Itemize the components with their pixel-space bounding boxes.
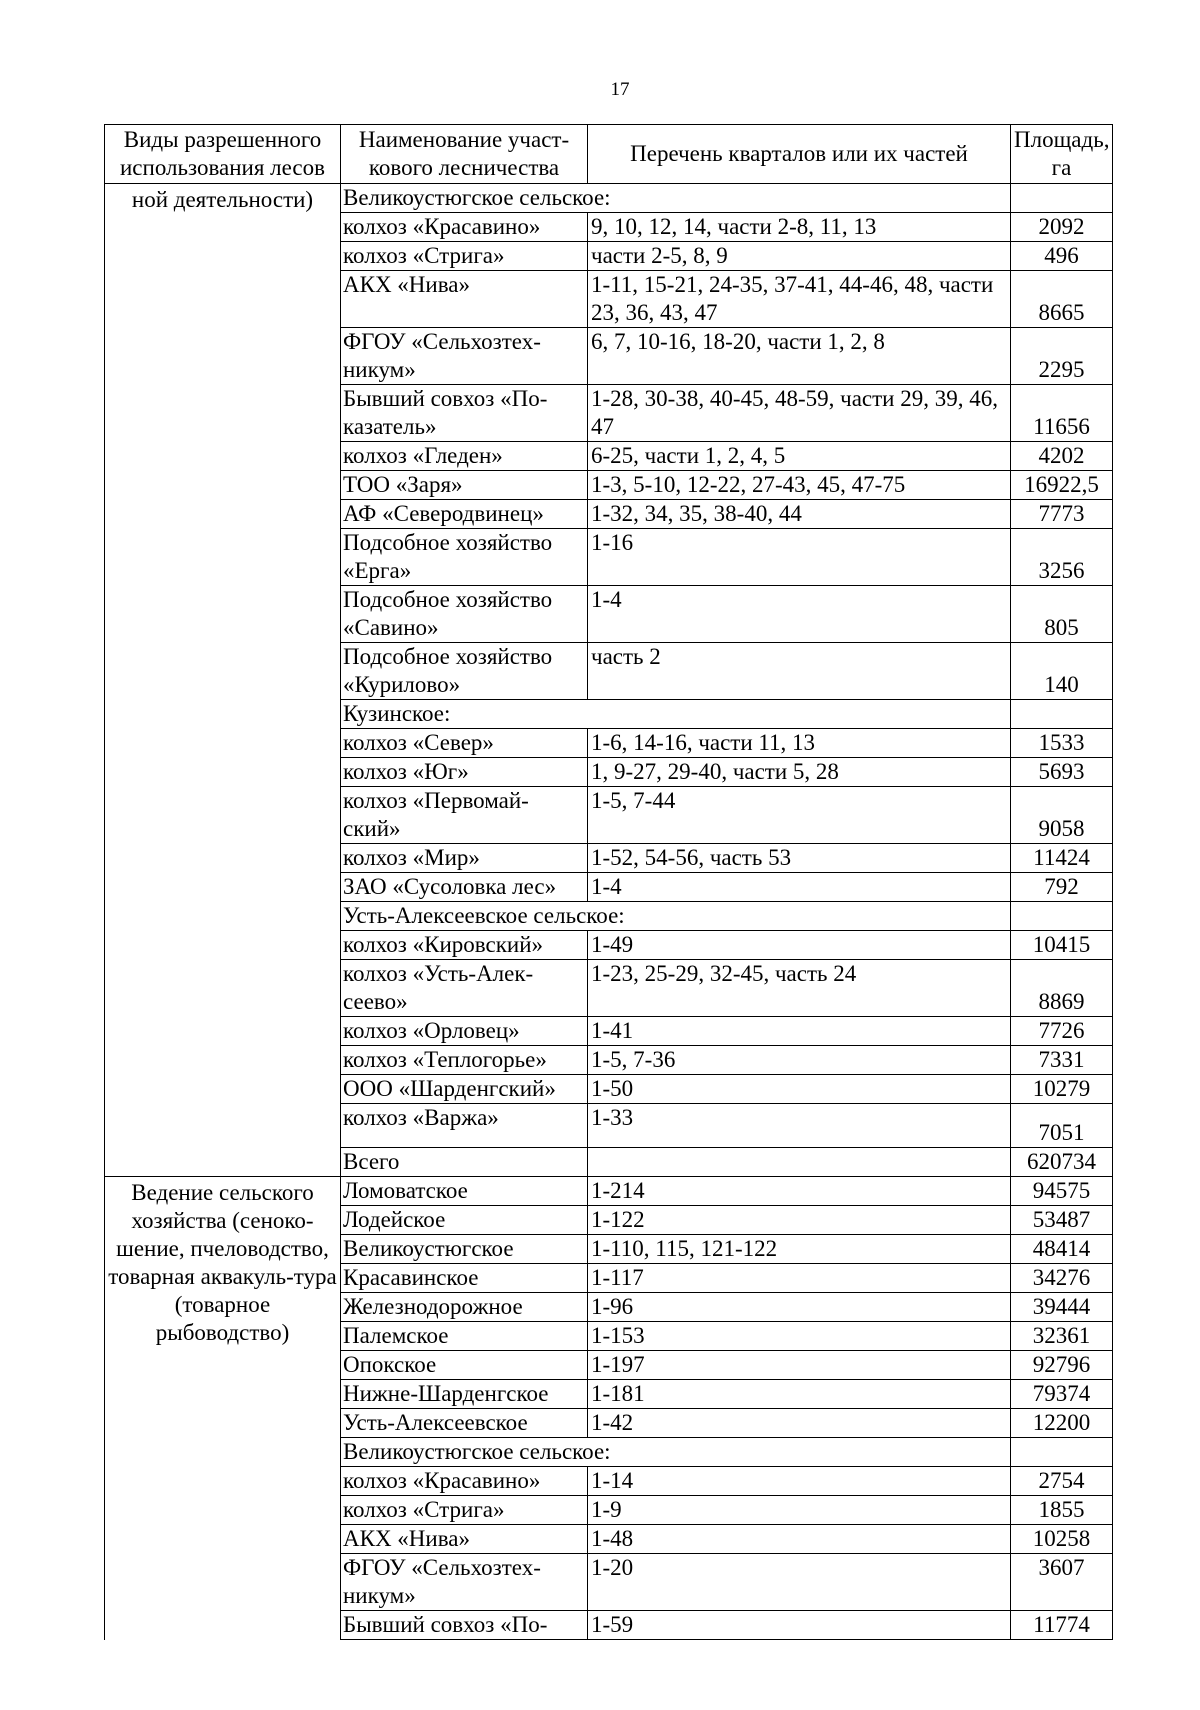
quarters-cell: 1-16 xyxy=(588,529,1011,586)
table-body xyxy=(105,184,1113,1640)
quarters-cell: 1-50 xyxy=(588,1075,1011,1104)
area-cell: 1533 xyxy=(1011,729,1113,758)
forestry-name-cell: АКХ «Нива» xyxy=(341,271,588,328)
area-cell xyxy=(1011,184,1113,213)
table-row xyxy=(105,1177,1113,1206)
forestry-name-cell: ООО «Шарденгский» xyxy=(341,1075,588,1104)
header-quarters: Перечень кварталов или их частей xyxy=(588,125,1011,184)
forestry-name-cell: Великоустюгское xyxy=(341,1235,588,1264)
forestry-name-cell: колхоз «Стрига» xyxy=(341,1496,588,1525)
quarters-cell: 1-14 xyxy=(588,1467,1011,1496)
area-cell: 620734 xyxy=(1011,1148,1113,1177)
area-cell xyxy=(1011,700,1113,729)
area-cell: 16922,5 xyxy=(1011,471,1113,500)
forestry-name-cell: колхоз «Гледен» xyxy=(341,442,588,471)
forestry-name-cell: Опокское xyxy=(341,1351,588,1380)
forestry-name-cell: Палемское xyxy=(341,1322,588,1351)
area-cell: 5693 xyxy=(1011,758,1113,787)
quarters-cell: 1-33 xyxy=(588,1104,1011,1148)
area-cell: 7051 xyxy=(1011,1104,1113,1148)
forestry-name-cell: ФГОУ «Сельхозтех-никум» xyxy=(341,1554,588,1611)
forestry-subheader: Кузинское: xyxy=(341,700,1011,729)
quarters-cell: 1-42 xyxy=(588,1409,1011,1438)
area-cell: 4202 xyxy=(1011,442,1113,471)
area-cell: 2295 xyxy=(1011,328,1113,385)
use-type-cell: ной деятельности) xyxy=(105,184,341,1177)
forestry-name-cell: колхоз «Усть-Алек-сеево» xyxy=(341,960,588,1017)
area-cell: 11424 xyxy=(1011,844,1113,873)
quarters-cell: 1-32, 34, 35, 38-40, 44 xyxy=(588,500,1011,529)
quarters-cell: часть 2 xyxy=(588,643,1011,700)
forestry-name-cell: Железнодорожное xyxy=(341,1293,588,1322)
area-cell: 10415 xyxy=(1011,931,1113,960)
forestry-name-cell: Ломоватское xyxy=(341,1177,588,1206)
quarters-cell: 1-28, 30-38, 40-45, 48-59, части 29, 39, 46, 47 xyxy=(588,385,1011,442)
quarters-cell: 1-48 xyxy=(588,1525,1011,1554)
area-cell: 7726 xyxy=(1011,1017,1113,1046)
forestry-name-cell: колхоз «Мир» xyxy=(341,844,588,873)
quarters-cell: 1-20 xyxy=(588,1554,1011,1611)
forestry-name-cell: ФГОУ «Сельхозтех-никум» xyxy=(341,328,588,385)
forestry-name-cell: колхоз «Север» xyxy=(341,729,588,758)
quarters-cell: 1-5, 7-44 xyxy=(588,787,1011,844)
area-cell: 805 xyxy=(1011,586,1113,643)
forestry-name-cell: Лодейское xyxy=(341,1206,588,1235)
forestry-name-cell: колхоз «Юг» xyxy=(341,758,588,787)
forestry-name-cell: Бывший совхоз «По- xyxy=(341,1611,588,1640)
forestry-subheader: Усть-Алексеевское сельское: xyxy=(341,902,1011,931)
area-cell: 7331 xyxy=(1011,1046,1113,1075)
area-cell: 10279 xyxy=(1011,1075,1113,1104)
quarters-cell: 1-49 xyxy=(588,931,1011,960)
area-cell: 32361 xyxy=(1011,1322,1113,1351)
quarters-cell: 9, 10, 12, 14, части 2-8, 11, 13 xyxy=(588,213,1011,242)
quarters-cell: 1-41 xyxy=(588,1017,1011,1046)
quarters-cell: 1-9 xyxy=(588,1496,1011,1525)
forestry-name-cell: колхоз «Орловец» xyxy=(341,1017,588,1046)
use-type-cell: Ведение сельского хозяйства (сеноко-шение, пчеловодство, товарная аквакуль-тура (товарное рыбоводство) xyxy=(105,1177,341,1640)
quarters-cell: 1-153 xyxy=(588,1322,1011,1351)
forest-use-table xyxy=(104,124,1113,1640)
quarters-cell: 1-214 xyxy=(588,1177,1011,1206)
forestry-name-cell: ЗАО «Сусоловка лес» xyxy=(341,873,588,902)
forestry-name-cell: колхоз «Стрига» xyxy=(341,242,588,271)
forestry-name-cell: Нижне-Шарденгское xyxy=(341,1380,588,1409)
area-cell: 39444 xyxy=(1011,1293,1113,1322)
quarters-cell: 1-96 xyxy=(588,1293,1011,1322)
area-cell: 140 xyxy=(1011,643,1113,700)
forestry-name-cell: колхоз «Варжа» xyxy=(341,1104,588,1148)
area-cell: 53487 xyxy=(1011,1206,1113,1235)
forestry-name-cell: колхоз «Красавино» xyxy=(341,213,588,242)
quarters-cell: 1-5, 7-36 xyxy=(588,1046,1011,1075)
area-cell: 1855 xyxy=(1011,1496,1113,1525)
area-cell: 12200 xyxy=(1011,1409,1113,1438)
forestry-name-cell: колхоз «Кировский» xyxy=(341,931,588,960)
header-forestry-name: Наименование участ-кового лесничества xyxy=(341,125,588,184)
quarters-cell: 1-4 xyxy=(588,586,1011,643)
area-cell: 94575 xyxy=(1011,1177,1113,1206)
quarters-cell: 1, 9-27, 29-40, части 5, 28 xyxy=(588,758,1011,787)
forestry-name-cell: ТОО «Заря» xyxy=(341,471,588,500)
quarters-cell: 1-181 xyxy=(588,1380,1011,1409)
forestry-name-cell: колхоз «Теплогорье» xyxy=(341,1046,588,1075)
forestry-name-cell: колхоз «Первомай-ский» xyxy=(341,787,588,844)
page-number: 17 xyxy=(610,79,630,100)
forestry-name-cell: Усть-Алексеевское xyxy=(341,1409,588,1438)
header-area: Площадь, га xyxy=(1011,125,1113,184)
forestry-name-cell: Бывший совхоз «По-казатель» xyxy=(341,385,588,442)
quarters-cell xyxy=(588,1148,1011,1177)
quarters-cell: 6-25, части 1, 2, 4, 5 xyxy=(588,442,1011,471)
area-cell: 496 xyxy=(1011,242,1113,271)
area-cell: 2754 xyxy=(1011,1467,1113,1496)
area-cell: 8869 xyxy=(1011,960,1113,1017)
quarters-cell: 1-11, 15-21, 24-35, 37-41, 44-46, 48, части 23, 36, 43, 47 xyxy=(588,271,1011,328)
area-cell: 7773 xyxy=(1011,500,1113,529)
table-subheader-row xyxy=(105,184,1113,213)
quarters-cell: 1-6, 14-16, части 11, 13 xyxy=(588,729,1011,758)
area-cell xyxy=(1011,902,1113,931)
header-use-type: Виды разрешенного использования лесов xyxy=(105,125,341,184)
forestry-name-cell: колхоз «Красавино» xyxy=(341,1467,588,1496)
quarters-cell: 1-110, 115, 121-122 xyxy=(588,1235,1011,1264)
area-cell: 10258 xyxy=(1011,1525,1113,1554)
area-cell: 8665 xyxy=(1011,271,1113,328)
area-cell: 2092 xyxy=(1011,213,1113,242)
quarters-cell: части 2-5, 8, 9 xyxy=(588,242,1011,271)
quarters-cell: 1-23, 25-29, 32-45, часть 24 xyxy=(588,960,1011,1017)
forestry-name-cell: Красавинское xyxy=(341,1264,588,1293)
forestry-subheader: Великоустюгское сельское: xyxy=(341,184,1011,213)
quarters-cell: 1-4 xyxy=(588,873,1011,902)
area-cell: 3607 xyxy=(1011,1554,1113,1611)
area-cell: 11656 xyxy=(1011,385,1113,442)
area-cell: 3256 xyxy=(1011,529,1113,586)
quarters-cell: 1-52, 54-56, часть 53 xyxy=(588,844,1011,873)
forestry-name-cell: АКХ «Нива» xyxy=(341,1525,588,1554)
quarters-cell: 1-59 xyxy=(588,1611,1011,1640)
forestry-name-cell: Подсобное хозяйство «Ерга» xyxy=(341,529,588,586)
forestry-name-cell: Подсобное хозяйство «Курилово» xyxy=(341,643,588,700)
quarters-cell: 1-117 xyxy=(588,1264,1011,1293)
area-cell: 11774 xyxy=(1011,1611,1113,1640)
quarters-cell: 1-197 xyxy=(588,1351,1011,1380)
forestry-name-cell: АФ «Северодвинец» xyxy=(341,500,588,529)
area-cell: 92796 xyxy=(1011,1351,1113,1380)
area-cell: 9058 xyxy=(1011,787,1113,844)
forestry-subheader: Великоустюгское сельское: xyxy=(341,1438,1011,1467)
area-cell: 792 xyxy=(1011,873,1113,902)
area-cell: 34276 xyxy=(1011,1264,1113,1293)
forestry-name-cell: Всего xyxy=(341,1148,588,1177)
area-cell: 48414 xyxy=(1011,1235,1113,1264)
forestry-name-cell: Подсобное хозяйство «Савино» xyxy=(341,586,588,643)
area-cell xyxy=(1011,1438,1113,1467)
table-header-row xyxy=(105,125,1113,184)
area-cell: 79374 xyxy=(1011,1380,1113,1409)
quarters-cell: 1-122 xyxy=(588,1206,1011,1235)
quarters-cell: 6, 7, 10-16, 18-20, части 1, 2, 8 xyxy=(588,328,1011,385)
quarters-cell: 1-3, 5-10, 12-22, 27-43, 45, 47-75 xyxy=(588,471,1011,500)
